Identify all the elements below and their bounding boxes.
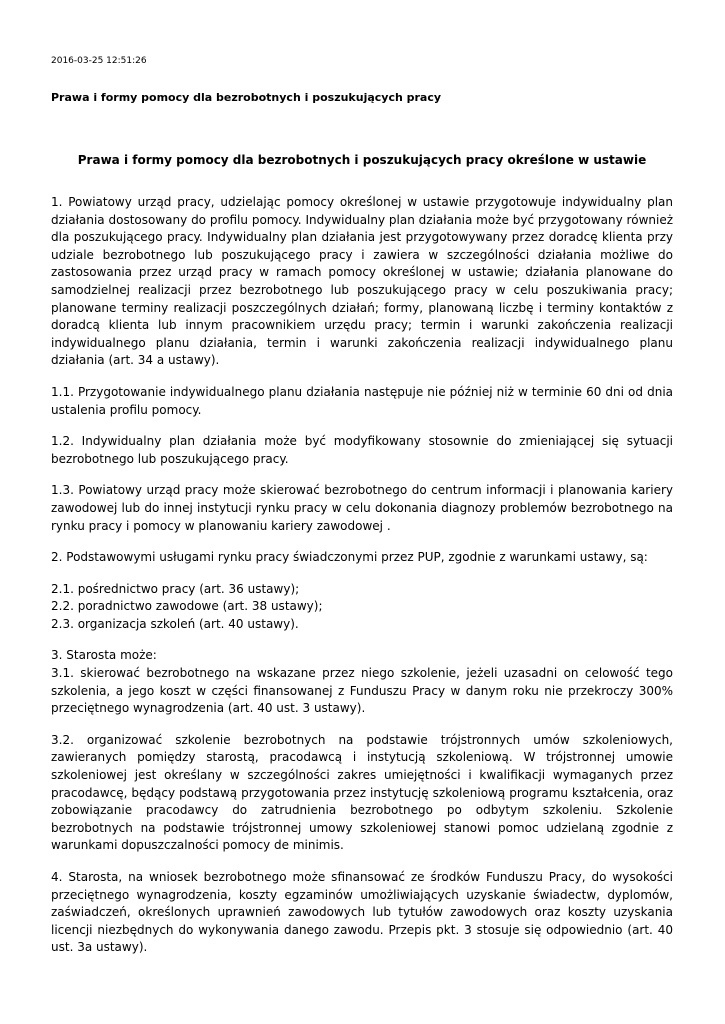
paragraph-1: 1. Powiatowy urząd pracy, udzielając pomocy określonej w ustawie przygotowuje indywidualny plan działania dostosowany do profilu pomocy. Indywidualny plan działania może być przygotowany również dla poszukującego pracy. Indywidualny plan działania jest przygotowywany przez doradcę klienta przy udziale bezrobotnego lub poszukującego pracy i zawiera w szczególności działania możliwe do zastosowania przez urząd pracy w ramach pomocy określonej w ustawie; działania planowane do samodzielnej realizacji przez bezrobotnego lub poszukującego pracy w celu poszukiwania pracy; planowane terminy realizacji poszczególnych działań; formy, planowaną liczbę i terminy kontaktów z doradcą klienta lub innym pracownikiem urzędu pracy; termin i warunki zakończenia realizacji indywidualnego planu działania, termin i warunki zakończenia realizacji indywidualnego planu działania (art. 34 a ustawy). xyxy=(51,195,673,368)
document-body xyxy=(51,194,673,957)
paragraph-1-2: 1.2. Indywidualny plan działania może być modyfikowany stosownie do zmieniającej się sytuacji bezrobotnego lub poszukującego pracy. xyxy=(51,434,673,466)
paragraph-3-group xyxy=(51,647,673,717)
paragraph-1-1: 1.1. Przygotowanie indywidualnego planu działania następuje nie później niż w terminie 60 dni od dnia ustalenia profilu pomocy. xyxy=(51,384,673,417)
paragraph-3-2: 3.2. organizować szkolenie bezrobotnych na podstawie trójstronnych umów szkoleniowych, zawieranych pomiędzy starostą, pracodawcą i instytucją szkoleniową. W trójstronnej umowie szkoleniowej jest określany w szczególności zakres umiejętności i kwalifikacji wymaganych przez pracodawcę, będący podstawą przygotowania przez instytucję szkoleniową programu kształcenia, oraz zobowiązanie pracodawcy do zatrudnienia bezrobotnego po odbytym szkoleniu. Szkolenie bezrobotnych na podstawie trójstronnej umowy szkoleniowej stanowi pomoc udzielaną zgodnie z warunkami dopuszczalności pomocy de minimis. xyxy=(51,732,673,853)
paragraph-1-3: 1.3. Powiatowy urząd pracy może skierować bezrobotnego do centrum informacji i planowania kariery zawodowej lub do innej instytucji rynku pracy w celu dokonania diagnozy problemów bezrobotnego na rynku pracy i pomocy w planowaniu kariery zawodowej . xyxy=(51,483,673,533)
page-title: Prawa i formy pomocy dla bezrobotnych i poszukujących pracy określone w ustawie xyxy=(77,153,647,167)
services-list xyxy=(51,581,673,634)
header-title: Prawa i formy pomocy dla bezrobotnych i poszukujących pracy xyxy=(51,91,442,104)
paragraph-4: 4. Starosta, na wniosek bezrobotnego może sfinansować ze środków Funduszu Pracy, do wysokości przeciętnego wynagrodzenia, koszty egzaminów umożliwiających uzyskanie świadectw, dyplomów, zaświadczeń, określonych uprawnień zawodowych lub tytułów zawodowych oraz koszty uzyskania licencji niezbędnych do wykonywania danego zawodu. Przepis pkt. 3 stosuje się odpowiednio (art. 40 ust. 3a ustawy). xyxy=(51,870,673,955)
paragraph-3-heading: 3. Starosta może: xyxy=(51,648,157,663)
list-item: 2.3. organizacja szkoleń (art. 40 ustawy). xyxy=(51,616,299,631)
list-item: 2.2. poradnictwo zawodowe (art. 38 ustawy); xyxy=(51,599,323,614)
print-timestamp: 2016-03-25 12:51:26 xyxy=(51,56,147,66)
list-item: 2.1. pośrednictwo pracy (art. 36 ustawy); xyxy=(51,581,300,596)
paragraph-3-1: 3.1. skierować bezrobotnego na wskazane przez niego szkolenie, jeżeli uzasadni on celowość tego szkolenia, a jego koszt w części finansowanej z Funduszu Pracy w danym roku nie przekroczy 300% przeciętnego wynagrodzenia (art. 40 ust. 3 ustawy). xyxy=(51,666,673,716)
paragraph-2: 2. Podstawowymi usługami rynku pracy świadczonymi przez PUP, zgodnie z warunkami ustawy, są: xyxy=(51,550,648,565)
